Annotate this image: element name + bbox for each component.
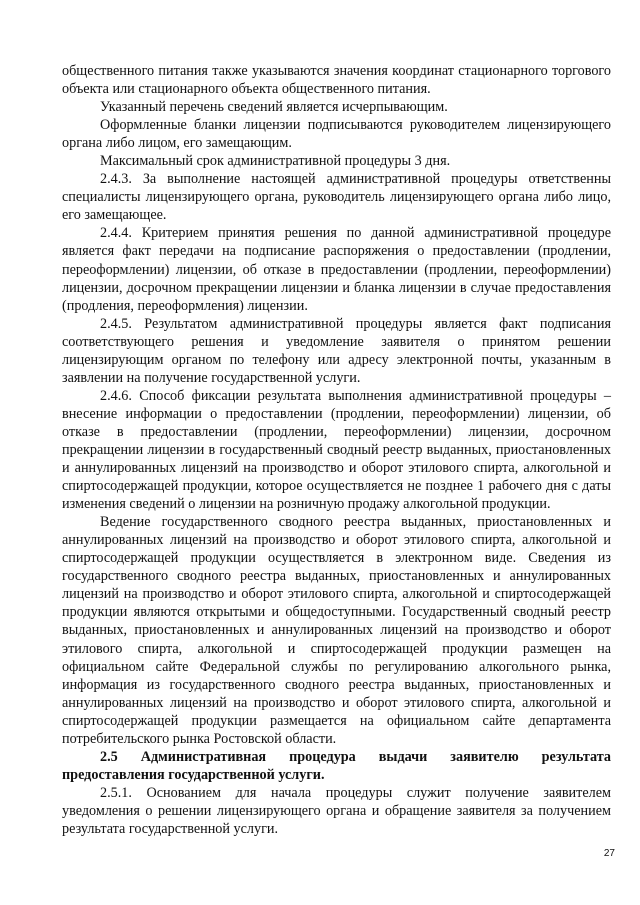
paragraph-2-4-5: 2.4.5. Результатом административной процедуры является факт подписания соответствующего решения и уведомление заявителя о принятом решении лицензирующим органом по телефону или адресу электронной почты, указанным в заявлении на получение государственной услуги. [62, 315, 611, 386]
paragraph-max-duration: Максимальный срок административной процедуры 3 дня. [100, 153, 451, 170]
paragraph-2-4-4: 2.4.4. Критерием принятия решения по данной административной процедуре является факт передачи на подписание распоряжения о предоставлении (продлении, переоформлении) лицензии, об отказе в предоставлении (продлении, переоформлении) лицензии, досрочном прекращении лицензии и бланка лицензии в случае предоставления (продления, переоформления) лицензии. [62, 225, 611, 314]
paragraph-2-4-6: 2.4.6. Способ фиксации результата выполнения административной процедуры – внесение информации о предоставлении (продлении, переоформлении) лицензии, об отказе в предоставлении (продлении, переоформлении) лицензии, досрочном прекращении лицензии в государственный сводный реестр выданных, приостановленных и аннулированных лицензий на производство и оборот этилового спирта, алкогольной и спиртосодержащей продукции, которое осуществляется не позднее 1 рабочего дня с даты изменения сведений о лицензии на розничную продажу алкогольной продукции. [62, 387, 611, 513]
section-heading-2-5: 2.5 Административная процедура выдачи заявителю результата предоставления государственной услуги. [62, 748, 611, 783]
paragraph-registry: Ведение государственного сводного реестра выданных, приостановленных и аннулированных лицензий на производство и оборот этилового спирта, алкогольной и спиртосодержащей продукции осуществляется в электронном виде. Сведения из государственного сводного реестра выданных, приостановленных и аннулированных лицензий на производство и оборот этилового спирта, алкогольной и спиртосодержащей продукции являются открытыми и общедоступными. Государственный сводный реестр выданных, приостановленных и аннулированных лицензий на производство и оборот этилового спирта, алкогольной и спиртосодержащей продукции размещен на официальном сайте Федеральной службы по регулированию алкогольного рынка, информация из государственного сводного реестра выданных, приостановленных и аннулированных лицензий на производство и оборот этилового спирта, алкогольной и спиртосодержащей продукции размещается на официальном сайте департамента потребительского рынка Ростовской области. [62, 514, 611, 747]
page-number: 27 [603, 848, 615, 859]
paragraph-license-forms-signed: Оформленные бланки лицензии подписываются руководителем лицензирующего органа либо лицом, его замещающим. [62, 117, 611, 152]
paragraph-2-4-3: 2.4.3. За выполнение настоящей административной процедуры ответственны специалисты лицензирующего органа, руководитель лицензирующего органа либо лицо, его замещающее. [62, 171, 611, 224]
paragraph-exhaustive-list: Указанный перечень сведений является исчерпывающим. [100, 99, 448, 116]
paragraph-2-5-1: 2.5.1. Основанием для начала процедуры служит получение заявителем уведомления о решении лицензирующего органа и обращение заявителя за получением результата государственной услуги. [62, 784, 611, 837]
page-body [62, 62, 611, 838]
paragraph-continuation: общественного питания также указываются значения координат стационарного торгового объекта или стационарного объекта общественного питания. [62, 63, 611, 98]
